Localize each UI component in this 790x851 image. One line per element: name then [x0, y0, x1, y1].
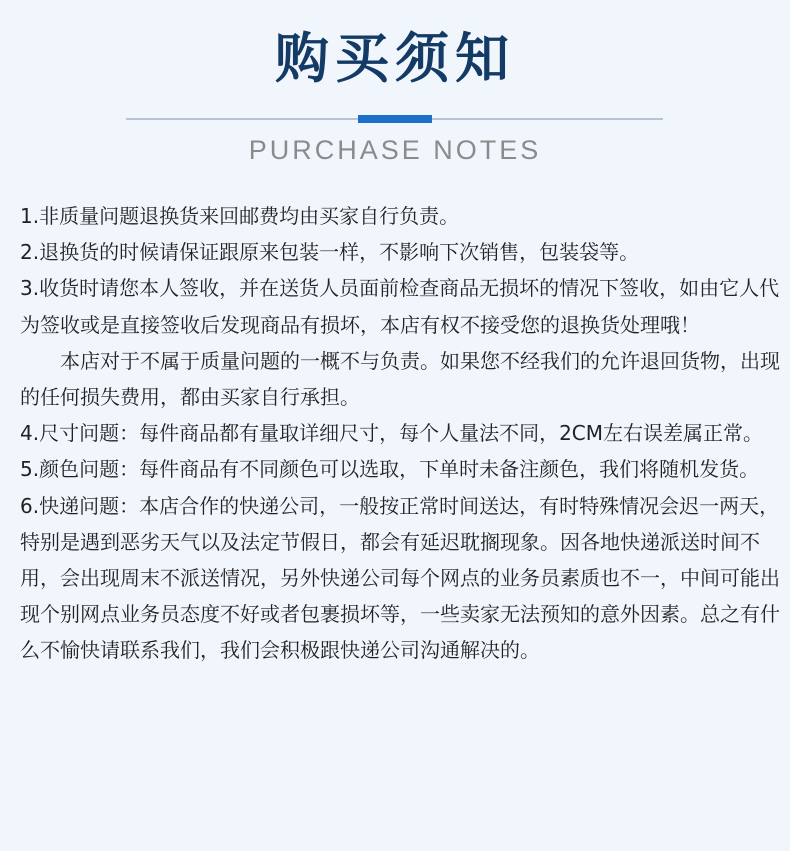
- note-item: 3.收货时请您本人签收，并在送货人员面前检查商品无损坏的情况下签收，如由它人代为签收或是直接签收后发现商品有损坏，本店有权不接受您的退换货处理哦！: [20, 276, 780, 337]
- note-item: 6.快递问题：本店合作的快递公司，一般按正常时间送达，有时特殊情况会迟一两天，特别是遇到恶劣天气以及法定节假日，都会有延迟耽搁现象。因各地快递派送时间不用，会出现周末不派送情况，另外快递公司每个网点的业务员素质也不一，中间可能出现个别网点业务员态度不好或者包裹损坏等，一些卖家无法预知的意外因素。总之有什么不愉快请联系我们，我们会积极跟快递公司沟通解决的。: [20, 493, 780, 663]
- notes-list: [20, 198, 780, 669]
- page-subtitle: PURCHASE NOTES: [248, 135, 542, 165]
- page-title: 购买须知: [275, 27, 515, 90]
- note-item: 5.颜色问题：每件商品有不同颜色可以选取，下单时未备注颜色，我们将随机发货。: [20, 457, 760, 482]
- note-item: 4.尺寸问题：每件商品都有量取详细尺寸，每个人量法不同，2CM左右误差属正常。: [20, 421, 764, 446]
- note-item: 1.非质量问题退换货来回邮费均由买家自行负责。: [20, 204, 460, 228]
- note-item: 本店对于不属于质量问题的一概不与负责。如果您不经我们的允许退回货物，出现的任何损失费用，都由买家自行承担。: [20, 348, 780, 410]
- note-item: 2.退换货的时候请保证跟原来包装一样，不影响下次销售，包装袋等。: [20, 240, 640, 265]
- title-divider-accent: [358, 115, 432, 123]
